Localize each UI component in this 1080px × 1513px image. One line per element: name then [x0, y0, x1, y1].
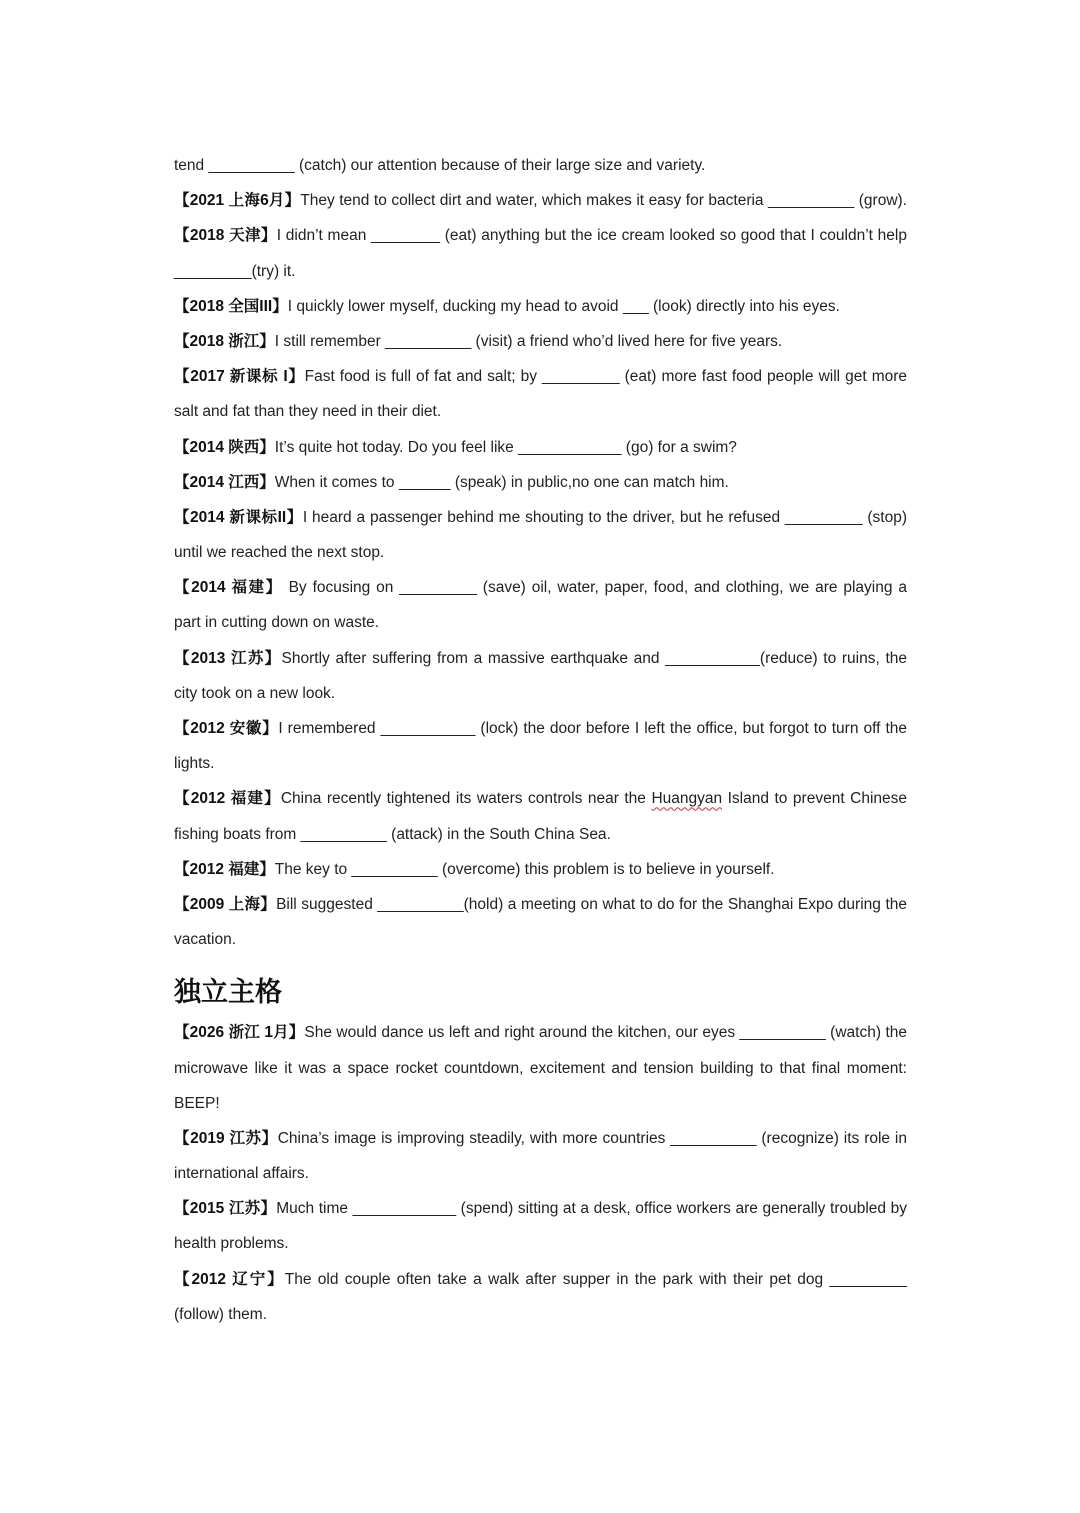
exercise-text: I quickly lower myself, ducking my head to avoid ___ (look) directly into his eyes.: [287, 297, 840, 315]
source-tag: 【2014 江西】: [174, 473, 275, 491]
exercise-text: It’s quite hot today. Do you feel like ____________ (go) for a swim?: [274, 438, 737, 456]
exercise-text: international affairs.: [174, 1165, 309, 1183]
exercise-text: I remembered ___________ (lock) the door before I left the office, but forgot to turn off the: [278, 720, 907, 737]
source-tag: 【2018 浙江】: [174, 332, 275, 350]
exercise-line: [174, 1015, 907, 1050]
exercise-line: [174, 1226, 907, 1261]
exercise-line: [174, 711, 907, 746]
source-tag: 【2026 浙江 1月】: [174, 1024, 305, 1042]
section-gerund-exercises: [174, 148, 907, 957]
exercise-text: city took on a new look.: [174, 684, 336, 702]
exercise-text: The key to __________ (overcome) this problem is to believe in yourself.: [274, 860, 775, 878]
exercise-line: [174, 254, 907, 289]
exercise-text: Bill suggested __________(hold) a meeting on what to do for the Shanghai Expo during the: [276, 895, 907, 913]
exercise-text: China recently tightened its waters controls near the Huangyan Island to prevent Chinese: [280, 790, 907, 808]
exercise-line: [174, 852, 907, 887]
exercise-line: [174, 183, 907, 218]
exercise-line: [174, 289, 907, 324]
exercise-text: health problems.: [174, 1235, 289, 1253]
source-tag: 【2012 辽宁】: [174, 1270, 285, 1288]
source-tag: 【2019 江苏】: [174, 1129, 278, 1147]
exercise-line: [174, 676, 907, 711]
exercise-line: [174, 1121, 907, 1156]
exercise-text: lights.: [174, 755, 215, 773]
source-tag: 【2014 陕西】: [174, 438, 275, 456]
source-tag: 【2014 新课标II】: [174, 508, 303, 526]
exercise-text: I heard a passenger behind me shouting to the driver, but he refused _________ (stop): [302, 508, 908, 526]
exercise-line: [174, 887, 907, 922]
spellcheck-underline: Huangyan: [651, 790, 723, 808]
source-tag: 【2012 安徽】: [174, 720, 279, 737]
source-tag: 【2012 福建】: [174, 860, 275, 878]
exercise-text: microwave like it was a space rocket countdown, excitement and tension building to that final moment:: [174, 1059, 907, 1077]
exercise-line: [174, 394, 907, 429]
document-page: [174, 148, 907, 1332]
exercise-line: [174, 465, 907, 500]
source-tag: 【2017 新课标 I】: [174, 368, 305, 386]
exercise-text: tend __________ (catch) our attention because of their large size and variety.: [174, 157, 706, 174]
exercise-text: The old couple often take a walk after supper in the park with their pet dog _________: [284, 1270, 907, 1288]
exercise-line: [174, 1191, 907, 1226]
exercise-line: [174, 1156, 907, 1191]
exercise-line: [174, 605, 907, 640]
exercise-line: [174, 535, 907, 570]
exercise-line: [174, 1051, 907, 1086]
source-tag: 【2015 江苏】: [174, 1200, 277, 1218]
exercise-text: (follow) them.: [174, 1305, 268, 1323]
exercise-text: China’s image is improving steadily, with more countries __________ (recognize) its role in: [277, 1129, 907, 1147]
exercise-text: Shortly after suffering from a massive earthquake and ___________(reduce) to ruins, the: [281, 649, 907, 667]
exercise-line: [174, 922, 907, 957]
exercise-text: fishing boats from __________ (attack) in the South China Sea.: [174, 825, 611, 843]
exercise-text: salt and fat than they need in their diet.: [174, 403, 442, 421]
exercise-line: [174, 324, 907, 359]
exercise-text: Much time ____________ (spend) sitting at a desk, office workers are generally troubled by: [276, 1200, 907, 1218]
exercise-line: [174, 781, 907, 816]
exercise-line: [174, 1086, 907, 1121]
exercise-line: [174, 148, 907, 183]
exercise-text: I didn’t mean ________ (eat) anything but the ice cream looked so good that I couldn’t help: [276, 227, 907, 245]
source-tag: 【2018 全国III】: [174, 297, 288, 315]
exercise-line: [174, 1297, 907, 1332]
source-tag: 【2009 上海】: [174, 895, 277, 913]
source-tag: 【2021 上海6月】: [174, 192, 301, 210]
source-tag: 【2013 江苏】: [174, 649, 282, 667]
source-tag: 【2012 福建】: [174, 790, 281, 808]
exercise-text: Fast food is full of fat and salt; by _________ (eat) more fast food people will get more: [304, 368, 908, 386]
exercise-line: [174, 641, 907, 676]
exercise-text: vacation.: [174, 931, 237, 949]
exercise-line: [174, 817, 907, 852]
exercise-text: When it comes to ______ (speak) in public,no one can match him.: [274, 473, 729, 491]
source-tag: 【2018 天津】: [174, 227, 277, 245]
exercise-text: By focusing on _________ (save) oil, water, paper, food, and clothing, we are playing a: [282, 579, 907, 597]
exercise-line: [174, 359, 907, 394]
exercise-text: BEEP!: [174, 1094, 220, 1112]
exercise-line: [174, 746, 907, 781]
exercise-text: I still remember __________ (visit) a friend who’d lived here for five years.: [274, 332, 783, 350]
exercise-text: They tend to collect dirt and water, which makes it easy for bacteria __________ (grow).: [300, 192, 907, 210]
exercise-text: part in cutting down on waste.: [174, 614, 380, 632]
section-heading: 独立主格: [174, 977, 282, 1009]
section-absolute-construction-exercises: [174, 1015, 907, 1332]
exercise-line: [174, 500, 907, 535]
exercise-line: [174, 1262, 907, 1297]
exercise-text: She would dance us left and right around the kitchen, our eyes __________ (watch) the: [304, 1024, 907, 1042]
exercise-line: [174, 218, 907, 253]
exercise-text: _________(try) it.: [174, 262, 296, 280]
exercise-line: [174, 570, 907, 605]
exercise-line: [174, 430, 907, 465]
exercise-text: until we reached the next stop.: [174, 544, 385, 562]
source-tag: 【2014 福建】: [174, 579, 283, 597]
